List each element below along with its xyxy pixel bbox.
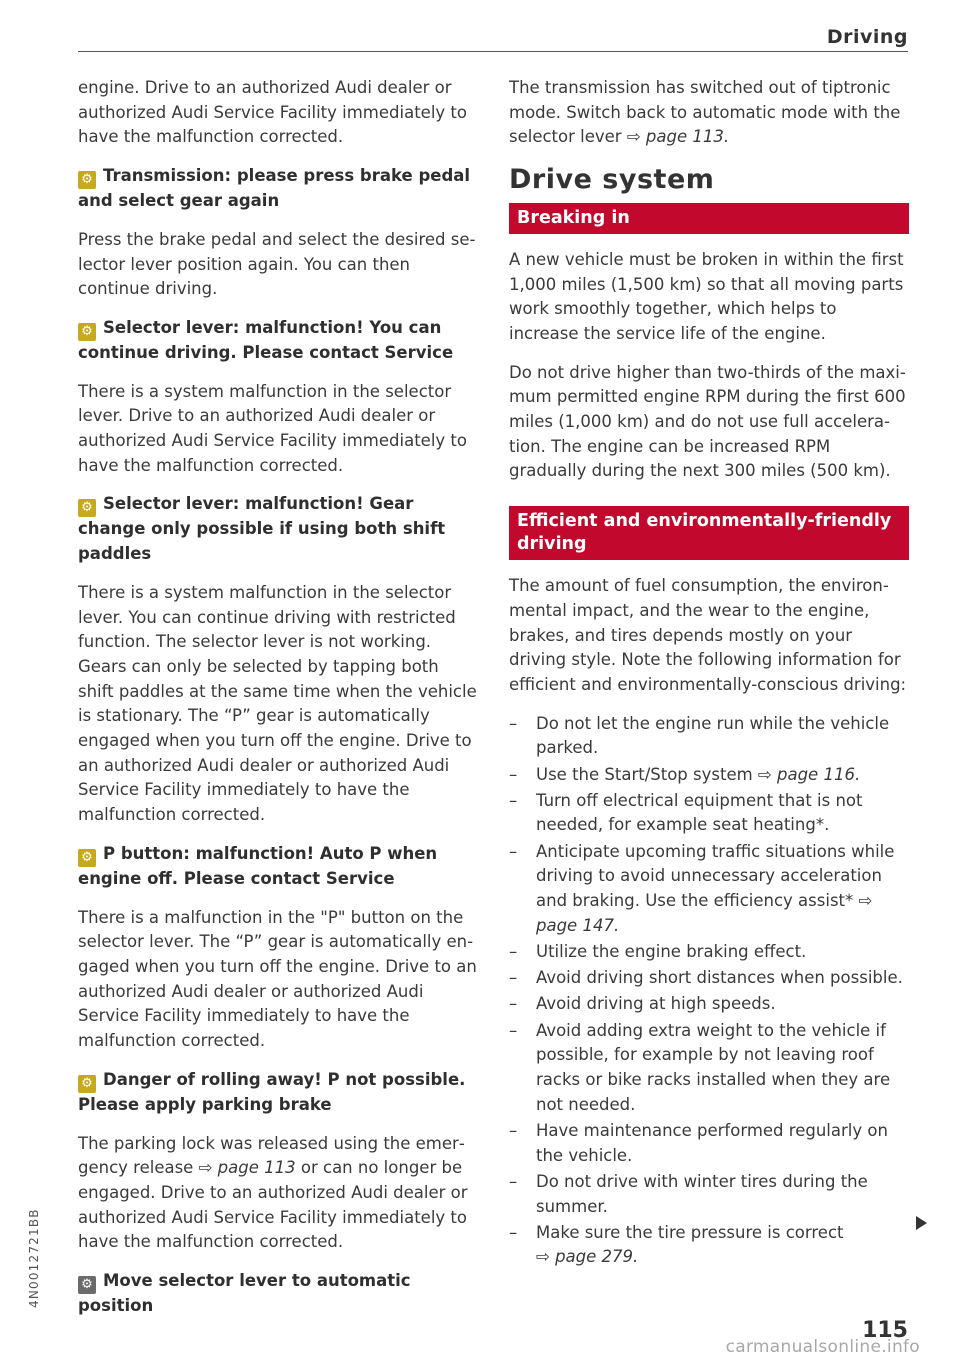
- transmission-warning-icon: ⚙: [78, 171, 96, 189]
- watermark: carmanualsonline.info: [725, 1337, 920, 1357]
- warning-heading: ⚙ Selector lever: malfunction! Gear change only possible if using both shift paddles: [78, 494, 446, 564]
- warning-body: There is a system malfunction in the selector lever. You can continue driving with restricted function. The selector lever is not working. Gears can only be selected by tapping both shift paddles at the same time when the vehicle is stationary. The “P” gear is automatically engaged when you turn off the engine. Drive to an authorized Audi dealer or authorized Audi Service Facility immediately to have the malfunction corrected.: [78, 582, 477, 825]
- list-item: – Turn off electrical equipment that is not needed, for example seat heating*.: [509, 789, 909, 838]
- warning-heading: ⚙ Move selector lever to automatic position: [78, 1271, 411, 1316]
- transmission-warning-icon: ⚙: [78, 323, 96, 341]
- header-rule: [78, 51, 908, 52]
- list-item: – Anticipate upcoming traffic situations while driving to avoid unnecessary acceleration and braking. Use the efficiency assist* ⇨ page 147.: [509, 840, 909, 939]
- list-item: – Do not drive with winter tires during the summer.: [509, 1170, 909, 1219]
- list-item: – Avoid driving short distances when possible.: [509, 966, 909, 991]
- document-code: 4N0012721BB: [27, 1208, 41, 1308]
- list-item: – Utilize the engine braking effect.: [509, 940, 909, 965]
- page-number: 115: [862, 1318, 908, 1343]
- breaking-in-para: Do not drive higher than two-thirds of the maximum permitted engine RPM during the first 600 miles (1,000 km) and do not use full acceleration. The engine can be increased RPM gradually during the next 300 miles (500 km).: [509, 362, 906, 481]
- intro-text: engine. Drive to an authorized Audi dealer or authorized Audi Service Facility immediately to have the malfunction corrected.: [78, 78, 467, 147]
- page-reference-link[interactable]: ⇨ page 147.: [536, 891, 873, 935]
- warning-body: The parking lock was released using the emergency release ⇨ page 113 or can no longer be engaged. Drive to an authorized Audi dealer or authorized Audi Service Facility immediately to have the malfunction corrected.: [78, 1133, 468, 1252]
- list-item: – Make sure the tire pressure is correct ⇨ page 279.: [509, 1221, 909, 1270]
- transmission-warning-icon: ⚙: [78, 499, 96, 517]
- page-reference-link[interactable]: ⇨ page 279.: [536, 1247, 639, 1267]
- efficient-driving-list: [509, 712, 909, 1270]
- section-title: Driving: [826, 26, 908, 48]
- transmission-warning-icon: ⚙: [78, 1075, 96, 1093]
- main-heading: Drive system: [509, 164, 715, 196]
- transmission-info-icon: ⚙: [78, 1276, 96, 1294]
- list-item: – Do not let the engine run while the vehicle parked.: [509, 712, 909, 761]
- continue-arrow-icon: [916, 1216, 927, 1230]
- warning-body: Press the brake pedal and select the desired selector lever position again. You can then continue driving.: [78, 229, 476, 299]
- list-item: – Avoid driving at high speeds.: [509, 992, 909, 1017]
- efficient-driving-heading: Efficient and environmentally-friendly driving: [509, 506, 909, 560]
- warning-heading: ⚙ Danger of rolling away! P not possible. Please apply parking brake: [78, 1069, 466, 1114]
- left-column: [78, 76, 478, 1333]
- page-reference-link[interactable]: ⇨ page 113: [198, 1158, 296, 1178]
- transmission-warning-icon: ⚙: [78, 849, 96, 867]
- warning-heading: ⚙ P button: malfunction! Auto P when engine off. Please contact Service: [78, 843, 438, 888]
- list-item: – Have maintenance performed regularly on the vehicle.: [509, 1119, 909, 1168]
- warning-body: There is a malfunction in the "P" button on the selector lever. The “P” gear is automatically engaged when you turn off the engine. Drive to an authorized Audi dealer or authorized Audi Service Facility immediately to have the malfunction corrected.: [78, 907, 477, 1051]
- breaking-in-heading: Breaking in: [509, 203, 909, 234]
- page-reference-link[interactable]: ⇨ page 113.: [626, 127, 730, 147]
- right-column: [509, 76, 909, 1272]
- list-item: – Use the Start/Stop system ⇨ page 116.: [509, 763, 909, 788]
- list-item: – Avoid adding extra weight to the vehicle if possible, for example by not leaving roof racks or bike racks installed when they are not needed.: [509, 1019, 909, 1118]
- page-reference-link[interactable]: ⇨ page 116.: [757, 764, 861, 784]
- warning-heading: ⚙ Selector lever: malfunction! You can continue driving. Please contact Service: [78, 317, 454, 362]
- intro-text: The transmission has switched out of tiptronic mode. Switch back to automatic mode with the selector lever ⇨ page 113.: [509, 78, 901, 147]
- warning-body: There is a system malfunction in the selector lever. Drive to an authorized Audi dealer or authorized Audi Service Facility immediately to have the malfunction corrected.: [78, 381, 467, 475]
- warning-heading: ⚙ Transmission: please press brake pedal and select gear again: [78, 166, 471, 211]
- efficient-driving-intro: The amount of fuel consumption, the environmental impact, and the wear to the engine, brakes, and tires depends mostly on your driving style. Note the following information for efficient and environmentally-conscious driving:: [509, 576, 907, 694]
- breaking-in-para: A new vehicle must be broken in within the first 1,000 miles (1,500 km) so that all moving parts work smoothly together, which helps to increase the service life of the engine.: [509, 249, 904, 343]
